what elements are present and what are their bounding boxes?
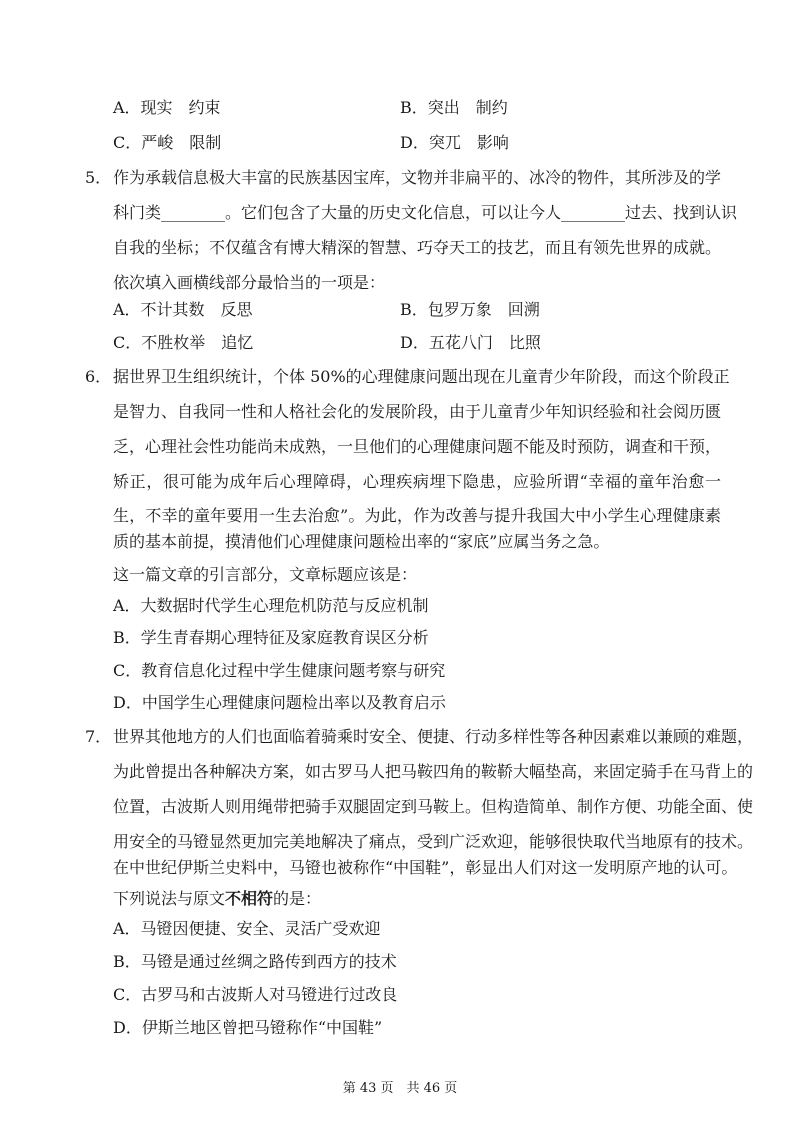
q7-line-5: 在中世纪伊斯兰史料中，马镫也被称作“中国鞋”，彰显出人们对这一发明原产地的认可。 (113, 858, 738, 877)
q5-prompt: 依次填入画横线部分最恰当的一项是： (113, 273, 386, 292)
q7-option-c[interactable]: C．古罗马和古波斯人对马镫进行过改良 (113, 985, 398, 1004)
q4-option-a: A．现实 约束 (113, 98, 221, 117)
q7-line-2: 为此曾提出各种解决方案，如古罗马人把马鞍四角的鞍鞒大幅垫高，来固定骑手在马背上的 (113, 762, 754, 781)
q5-line-2: 科门类________。它们包含了大量的历史文化信息，可以让今人________过去、找到认识 (113, 203, 738, 222)
q4-option-b: B．突出 制约 (400, 98, 508, 117)
q6-prompt: 这一篇文章的引言部分，文章标题应该是： (113, 565, 418, 584)
page-footer: 第 43 页 共 46 页 (342, 1081, 458, 1096)
q6-line-5: 生，不幸的童年要用一生去治愈”。为此，作为改善与提升我国大中小学生心理健康素 (113, 506, 721, 525)
q7-prompt-emphasis: 不相符 (225, 889, 274, 908)
q5-option-b[interactable]: B．包罗万象 回溯 (400, 300, 540, 319)
q5-option-c[interactable]: C．不胜枚举 追忆 (113, 333, 254, 352)
q5-number: 5． (85, 168, 112, 187)
q6-option-d[interactable]: D．中国学生心理健康问题检出率以及教育启示 (113, 693, 446, 712)
q7-prompt-before: 下列说法与原文 (113, 889, 226, 908)
q6-option-b[interactable]: B．学生青春期心理特征及家庭教育误区分析 (113, 628, 429, 647)
q7-prompt (113, 889, 321, 909)
q6-line-1: 据世界卫生组织统计，个体 50%的心理健康问题出现在儿童青少年阶段，而这个阶段正 (113, 367, 730, 386)
q6-line-2: 是智力、自我同一性和人格社会化的发展阶段，由于儿童青少年知识经验和社会阅历匮 (113, 402, 722, 421)
q6-option-c[interactable]: C．教育信息化过程中学生健康问题考察与研究 (113, 661, 446, 680)
q7-option-b[interactable]: B．马镫是通过丝绸之路传到西方的技术 (113, 952, 397, 971)
q7-option-a[interactable]: A．马镫因便捷、安全、灵活广受欢迎 (113, 919, 381, 938)
q6-line-3: 乏，心理社会性功能尚未成熟，一旦他们的心理健康问题不能及时预防，调查和干预， (113, 437, 722, 456)
q6-option-a[interactable]: A．大数据时代学生心理危机防范与反应机制 (113, 596, 429, 615)
q6-number: 6． (85, 367, 112, 386)
q7-number: 7． (85, 727, 112, 746)
q7-option-d[interactable]: D．伊斯兰地区曾把马镫称作“中国鞋” (113, 1018, 383, 1037)
q7-line-4: 用安全的马镫显然更加完美地解决了痛点，受到广泛欢迎，能够很快取代当地原有的技术。 (113, 832, 754, 851)
q5-line-3: 自我的坐标；不仅蕴含有博大精深的智慧、巧夺天工的技艺，而且有领先世界的成就。 (113, 238, 722, 257)
q6-line-6: 质的基本前提，摸清他们心理健康问题检出率的“家底”应属当务之急。 (113, 532, 610, 551)
q4-option-c: C．严峻 限制 (113, 133, 222, 152)
q4-option-d: D．突兀 影响 (400, 133, 509, 152)
q7-line-1: 世界其他地方的人们也面临着骑乘时安全、便捷、行动多样性等各种因素难以兼顾的难题， (113, 727, 754, 746)
q7-line-3: 位置，古波斯人则用绳带把骑手双腿固定到马鞍上。但构造简单、制作方便、功能全面、使 (113, 797, 754, 816)
q7-prompt-after: 的是： (273, 889, 322, 908)
q5-option-a[interactable]: A．不计其数 反思 (113, 300, 253, 319)
q5-line-1: 作为承载信息极大丰富的民族基因宝库，文物并非扁平的、冰冷的物件，其所涉及的学 (113, 168, 722, 187)
q5-option-d[interactable]: D．五花八门 比照 (400, 333, 541, 352)
q6-line-4: 矫正，很可能为成年后心理障碍，心理疾病埋下隐患，应验所谓“幸福的童年治愈一 (113, 472, 721, 491)
